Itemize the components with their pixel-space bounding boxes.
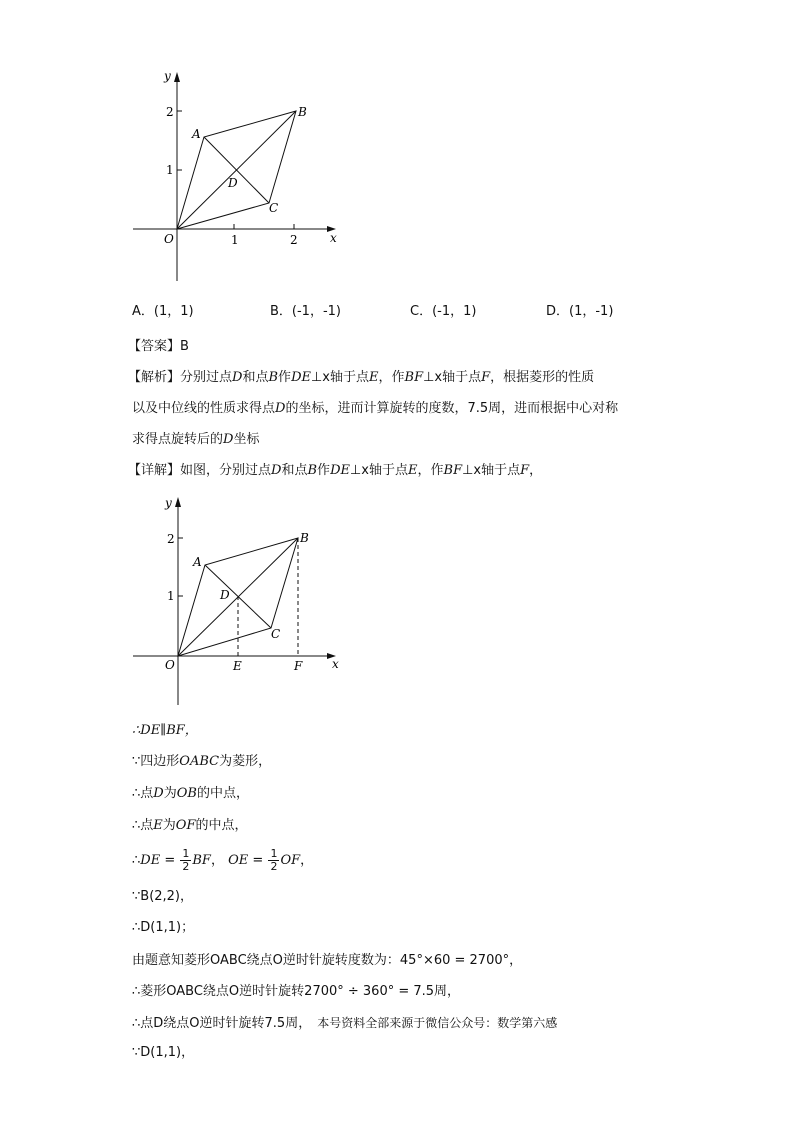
svg-text:y: y	[165, 496, 172, 510]
figure-rhombus-1	[128, 66, 343, 286]
step-9: ∴菱形OABC绕点O逆时针旋转2700° ÷ 360° = 7.5周，	[132, 984, 461, 999]
answer-line	[128, 337, 189, 357]
step-3: ∴点D为OB的中点，	[132, 786, 249, 801]
step-5: ∴DE = $\frac{1}{2}$ BF， OE = $\frac{1}{2}$ OF，	[132, 847, 314, 873]
svg-text:2: 2	[167, 532, 175, 546]
tick-x-1: 1	[231, 233, 239, 247]
y-axis-arrow	[175, 497, 181, 507]
figure-rhombus-2	[128, 493, 343, 708]
analysis-line-1: 【解析】分别过点D和点B作DE⊥x轴于点E，作BF⊥x轴于点F，根据菱形的性质	[128, 370, 595, 385]
step-1: ∴DE∥BF，	[132, 723, 198, 738]
y-axis-label: y	[164, 69, 171, 83]
tick-y-2: 2	[166, 105, 174, 119]
svg-text:E: E	[233, 659, 242, 673]
svg-text:F: F	[294, 659, 303, 673]
tick-y-1: 1	[166, 163, 174, 177]
svg-text:A: A	[193, 555, 202, 569]
option-c[interactable]: C．(-1，1)	[410, 304, 477, 319]
step-8: 由题意知菱形OABC绕点O逆时针旋转度数为：45°×60 = 2700°，	[132, 953, 523, 968]
origin-label: O	[164, 232, 174, 246]
source-note: 本号资料全部来源于微信公众号：数学第六感	[317, 1016, 558, 1030]
svg-text:x: x	[332, 657, 339, 671]
option-a[interactable]: A．(1，1)	[132, 304, 194, 319]
step-6: ∵B(2,2)，	[132, 889, 194, 904]
detail-line: 【详解】如图，分别过点D和点B作DE⊥x轴于点E，作BF⊥x轴于点F，	[128, 463, 543, 478]
point-c-label: C	[269, 201, 279, 215]
svg-text:O: O	[165, 658, 175, 672]
step-11: ∵D(1,1)，	[132, 1045, 195, 1060]
svg-text:1: 1	[167, 589, 175, 603]
option-d[interactable]: D．(1，-1)	[546, 304, 614, 319]
step-10: ∴点D绕点O逆时针旋转7.5周， 本号资料全部来源于微信公众号：数学第六感	[132, 1016, 558, 1031]
y-axis-arrow	[174, 72, 180, 82]
analysis-line-3: 求得点旋转后的D坐标	[132, 432, 260, 447]
step-2: ∵四边形OABC为菱形，	[132, 754, 272, 769]
point-d-label: D	[228, 176, 238, 190]
svg-text:D: D	[220, 588, 230, 602]
svg-text:C: C	[271, 627, 281, 641]
x-axis-label: x	[330, 231, 337, 245]
analysis-line-2: 以及中位线的性质求得点D的坐标，进而计算旋转的度数，7.5周，进而根据中心对称	[132, 401, 619, 416]
step-4: ∴点E为OF的中点，	[132, 818, 248, 833]
step-7: ∴D(1,1)；	[132, 920, 195, 935]
point-a-label: A	[192, 127, 201, 141]
point-b-label: B	[298, 105, 307, 119]
option-b[interactable]: B．(-1，-1)	[270, 304, 341, 319]
answer-value: B	[180, 339, 189, 354]
tick-x-2: 2	[290, 233, 298, 247]
svg-text:B: B	[300, 531, 309, 545]
answer-label: 【答案】	[128, 339, 181, 354]
